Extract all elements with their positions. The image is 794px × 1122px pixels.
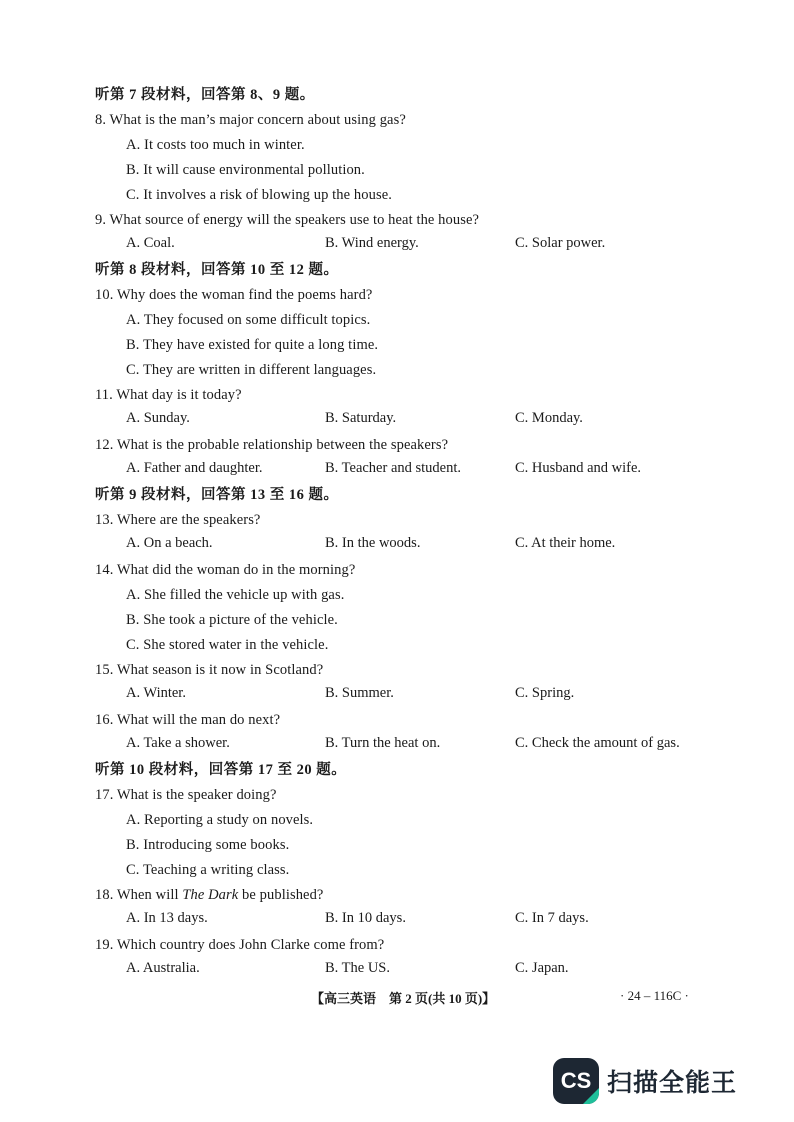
question-stem: 19. Which country does John Clarke come from? <box>95 937 385 953</box>
option-c: C. Japan. <box>515 960 569 976</box>
question-stem: 16. What will the man do next? <box>95 712 281 728</box>
options-row <box>0 910 794 930</box>
option-b: B. It will cause environmental pollution. <box>126 162 365 178</box>
option-b: B. In the woods. <box>325 535 421 551</box>
options-row <box>0 235 794 255</box>
camscanner-logo-icon <box>553 1058 599 1104</box>
question-stem: 12. What is the probable relationship between the speakers? <box>95 437 449 453</box>
options-row <box>0 685 794 705</box>
question-stem: 13. Where are the speakers? <box>95 512 261 528</box>
option-c: C. Spring. <box>515 685 575 701</box>
option-a: A. She filled the vehicle up with gas. <box>126 587 345 603</box>
options-row <box>0 410 794 430</box>
option-b: B. Teacher and student. <box>325 460 462 476</box>
option-c: C. Monday. <box>515 410 583 426</box>
option-a: A. In 13 days. <box>126 910 208 926</box>
section-heading: 听第 7 段材料，回答第 8、9 题。 <box>95 87 315 103</box>
option-c: C. It involves a risk of blowing up the house. <box>126 187 392 203</box>
option-a: A. Father and daughter. <box>126 460 263 476</box>
option-a: A. It costs too much in winter. <box>126 137 305 153</box>
option-c: C. Check the amount of gas. <box>515 735 680 751</box>
option-c: C. Husband and wife. <box>515 460 642 476</box>
options-row <box>0 535 794 555</box>
question-stem: 15. What season is it now in Scotland? <box>95 662 324 678</box>
options-row <box>0 735 794 755</box>
option-b: B. Wind energy. <box>325 235 419 251</box>
option-a: A. Take a shower. <box>126 735 230 751</box>
option-c: C. At their home. <box>515 535 616 551</box>
question-stem <box>95 885 323 905</box>
option-b: B. She took a picture of the vehicle. <box>126 612 338 628</box>
question-stem: 17. What is the speaker doing? <box>95 787 277 803</box>
section-heading: 听第 9 段材料，回答第 13 至 16 题。 <box>95 487 339 503</box>
option-a: A. On a beach. <box>126 535 213 551</box>
logo-letters: CS <box>560 1068 592 1093</box>
option-b: B. In 10 days. <box>325 910 406 926</box>
options-row <box>0 460 794 480</box>
option-b: B. The US. <box>325 960 390 976</box>
question-stem: 14. What did the woman do in the morning? <box>95 562 356 578</box>
option-a: A. Reporting a study on novels. <box>126 812 314 828</box>
option-a: A. Sunday. <box>126 410 190 426</box>
page-footer-title: 【高三英语 第 2 页(共 10 页)】 <box>311 991 496 1006</box>
section-heading: 听第 8 段材料，回答第 10 至 12 题。 <box>95 262 339 278</box>
book-title: The Dark <box>182 887 239 903</box>
section-heading: 听第 10 段材料，回答第 17 至 20 题。 <box>95 762 347 778</box>
option-c: C. Teaching a writing class. <box>126 862 290 878</box>
options-row <box>0 960 794 980</box>
question-stem: 9. What source of energy will the speakers use to heat the house? <box>95 212 480 228</box>
option-b: B. Summer. <box>325 685 394 701</box>
stem-suffix: be published? <box>238 887 324 903</box>
option-b: B. Turn the heat on. <box>325 735 441 751</box>
option-a: A. They focused on some difficult topics. <box>126 312 371 328</box>
question-stem: 11. What day is it today? <box>95 387 242 403</box>
option-c: C. They are written in different languages. <box>126 362 377 378</box>
option-c: C. Solar power. <box>515 235 606 251</box>
option-b: B. Introducing some books. <box>126 837 290 853</box>
option-c: C. She stored water in the vehicle. <box>126 637 329 653</box>
option-b: B. Saturday. <box>325 410 397 426</box>
camscanner-watermark <box>553 1056 743 1106</box>
option-a: A. Winter. <box>126 685 186 701</box>
option-a: A. Coal. <box>126 235 175 251</box>
stem-prefix: 18. When will <box>95 887 183 903</box>
question-stem: 10. Why does the woman find the poems hard? <box>95 287 373 303</box>
option-c: C. In 7 days. <box>515 910 589 926</box>
question-stem: 8. What is the man’s major concern about using gas? <box>95 112 406 128</box>
option-a: A. Australia. <box>126 960 200 976</box>
watermark-label: 扫描全能王 <box>607 1068 738 1097</box>
page-footer-code: · 24 – 116C · <box>620 988 689 1003</box>
option-b: B. They have existed for quite a long time. <box>126 337 379 353</box>
